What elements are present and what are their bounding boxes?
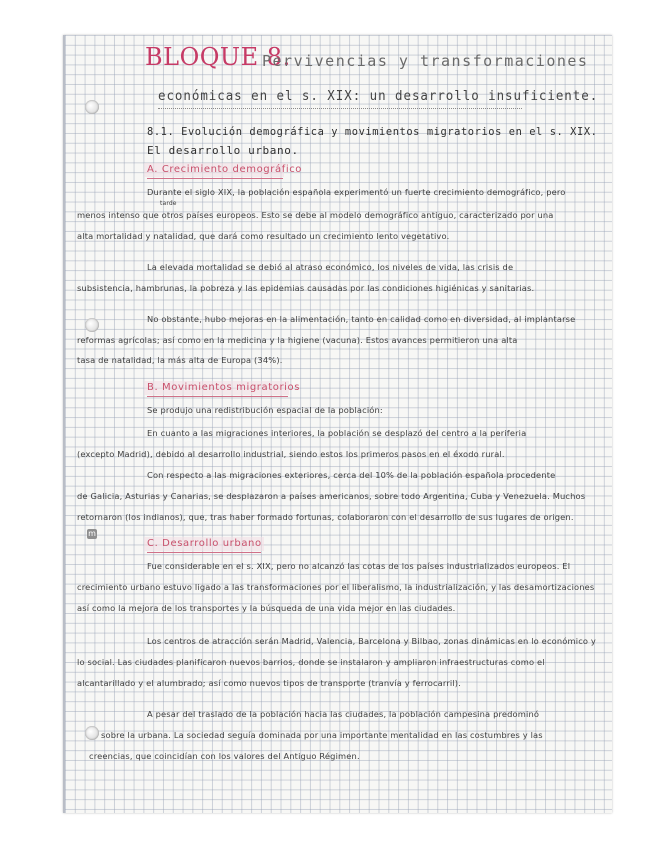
punch-hole-middle xyxy=(85,318,99,332)
paragraph-b1: Se produjo una redistribución espacial de la población: xyxy=(147,405,383,415)
margin-stamp: m xyxy=(88,529,96,538)
paragraph-a2-line-1: La elevada mortalidad se debió al atraso económico, los niveles de vida, las crisis de xyxy=(147,262,514,272)
paragraph-b3-line-1: Con respecto a las migraciones exteriores, cerca del 10% de la población española procedente xyxy=(147,470,556,480)
section-c-underline xyxy=(147,552,261,553)
paragraph-a2-line-2: subsistencia, hambrunas, la pobreza y las epidemias causadas por las condiciones higiénicas y sanitarias. xyxy=(77,283,535,293)
paragraph-c2-line-2: lo social. Las ciudades planificaron nuevos barrios, donde se instalaron y ampliaron infraestructuras como el xyxy=(77,657,545,667)
paragraph-c3-line-1: A pesar del traslado de la población hacia las ciudades, la población campesina predominó xyxy=(147,709,540,719)
section-a-title: A. Crecimiento demográfico xyxy=(147,164,303,175)
paragraph-c3-line-2: sobre la urbana. La sociedad seguía dominada por una importante mentalidad en las costumbres y las xyxy=(101,730,543,740)
paragraph-b2-line-2: (excepto Madrid), debido al desarrollo industrial, siendo estos los primeros pasos en el éxodo rural. xyxy=(77,449,505,459)
punch-hole-bottom xyxy=(85,726,99,740)
section-a-underline xyxy=(147,178,283,179)
heading-urban: El desarrollo urbano. xyxy=(147,144,299,157)
paragraph-c2-line-3: alcantarillado y el alumbrado; así como nuevos tipos de transporte (tranvía y ferrocarril). xyxy=(77,678,461,688)
paragraph-c1-line-1: Fue considerable en el s. XIX, pero no alcanzó las cotas de los países industrializados europeos. El xyxy=(147,561,571,571)
paragraph-a1-insert: tarde xyxy=(160,200,177,207)
subtitle-dotted-underline xyxy=(158,104,522,109)
section-c-title: C. Desarrollo urbano xyxy=(147,538,262,549)
paragraph-b3-line-2: de Galicia, Asturias y Canarias, se desplazaron a países americanos, sobre todo Argentina, Cuba y Venezuela. Muchos xyxy=(77,491,586,501)
punch-hole-top xyxy=(85,100,99,114)
paragraph-c1-line-3: así como la mejora de los transportes y la búsqueda de una vida mejor en las ciudades. xyxy=(77,603,456,613)
paragraph-a1-line-3: alta mortalidad y natalidad, que dará como resultado un crecimiento lento vegetativo. xyxy=(77,231,450,241)
paragraph-b3-line-3: retornaron (los indianos), que, tras haber formado fortunas, colaboraron con el desarrollo de sus lugares de origen. xyxy=(77,512,574,522)
notebook-page xyxy=(63,35,612,813)
section-b-underline xyxy=(147,396,288,397)
paragraph-a3-line-3: tasa de natalidad, la más alta de Europa (34%). xyxy=(77,355,283,365)
page-subtitle: económicas en el s. XIX: un desarrollo insuficiente. xyxy=(158,89,599,104)
page-title-rest: Pervivencias y transformaciones xyxy=(262,52,589,70)
section-b-title: B. Movimientos migratorios xyxy=(147,382,301,393)
paragraph-a1-line-2: menos intenso que otros países europeos. Esto se debe al modelo demográfico antiguo, caracterizado por una xyxy=(77,210,554,220)
paragraph-a3-line-1: No obstante, hubo mejoras en la alimentación, tanto en calidad como en diversidad, al implantarse xyxy=(147,314,576,324)
heading-8-1: 8.1. Evolución demográfica y movimientos migratorios en el s. XIX. xyxy=(147,125,598,138)
paragraph-a3-line-2: reformas agrícolas; así como en la medicina y la higiene (vacuna). Estos avances permitieron una alta xyxy=(77,335,518,345)
paragraph-c3-line-3: creencias, que coincidían con los valores del Antiguo Régimen. xyxy=(89,751,360,761)
page-title: BLOQUE 8. xyxy=(145,43,291,71)
paragraph-c1-line-2: crecimiento urbano estuvo ligado a las transformaciones por el liberalismo, la industrialización, y las desamortizaciones xyxy=(77,582,595,592)
paragraph-a1-line-1: Durante el siglo XIX, la población española experimentó un fuerte crecimiento demográfico, pero xyxy=(147,187,566,197)
paragraph-b2-line-1: En cuanto a las migraciones interiores, la población se desplazó del centro a la periferia xyxy=(147,428,527,438)
paragraph-c2-line-1: Los centros de atracción serán Madrid, Valencia, Barcelona y Bilbao, zonas dinámicas en lo económico y xyxy=(147,636,596,646)
